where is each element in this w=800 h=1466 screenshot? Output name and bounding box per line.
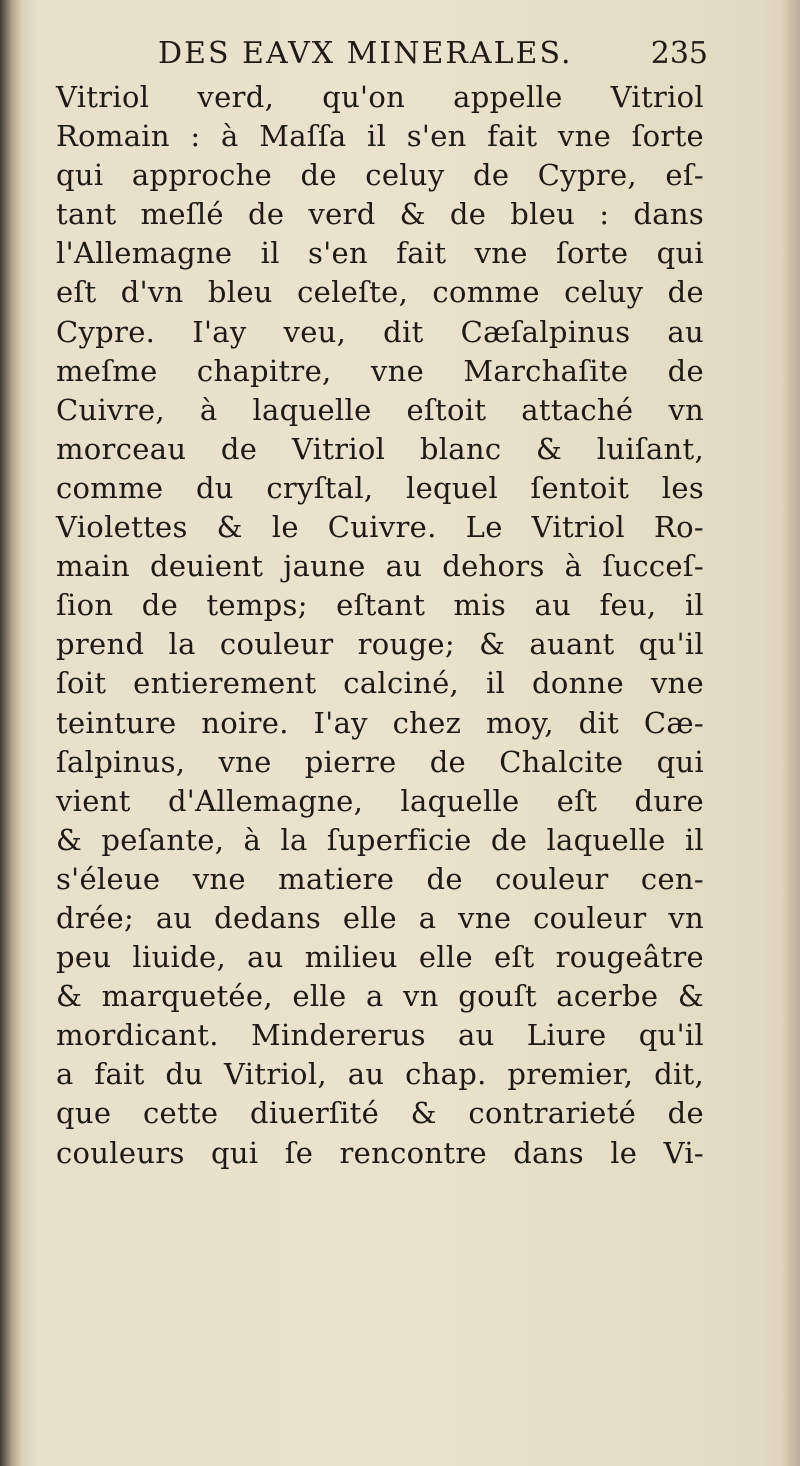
text-line: peu liuide, au milieu elle eſt rougeâtre (56, 940, 704, 975)
text-line: s'éleue vne matiere de couleur cen- (56, 861, 704, 896)
text-line: l'Allemagne il s'en fait vne ſorte qui (56, 236, 704, 271)
text-line: Romain : à Maſſa il s'en fait vne ſorte (56, 119, 704, 154)
text-line: teinture noire. I'ay chez moy, dit Cæ- (56, 705, 704, 740)
text-line: a fait du Vitriol, au chap. premier, dit, (56, 1057, 704, 1092)
text-line: & peſante, à la ſuperficie de laquelle il (56, 822, 704, 857)
text-line: ſalpinus, vne pierre de Chalcite qui (56, 744, 704, 779)
text-line: comme du cryſtal, lequel ſentoit les (56, 470, 704, 505)
text-line: ſion de temps; eſtant mis au feu, il (56, 588, 704, 623)
text-line: drée; au dedans elle a vne couleur vn (56, 900, 704, 935)
text-line: mordicant. Mindererus au Liure qu'il (56, 1018, 704, 1053)
body-text (56, 78, 704, 1368)
running-title: DES EAVX MINERALES. (158, 36, 573, 71)
text-line: Cypre. I'ay veu, dit Cæſalpinus au (56, 314, 704, 349)
text-line: que cette diuerſité & contrarieté de (56, 1096, 704, 1131)
text-line: tant meſlé de verd & de bleu : dans (56, 197, 704, 232)
text-line: qui approche de celuy de Cypre, eſ- (56, 158, 704, 193)
text-line: couleurs qui ſe rencontre dans le Vi- (56, 1135, 704, 1170)
text-line: meſme chapitre, vne Marchaſite de (56, 353, 704, 388)
text-line: Vitriol verd, qu'on appelle Vitriol (56, 80, 704, 114)
text-line: & marquetée, elle a vn gouſt acerbe & (56, 979, 704, 1014)
text-line: main deuient jaune au dehors à ſucceſ- (56, 549, 704, 584)
text-line: eſt d'vn bleu celeſte, comme celuy de (56, 275, 704, 310)
text-line: Violettes & le Cuivre. Le Vitriol Ro- (56, 510, 704, 545)
running-head (158, 30, 708, 78)
text-line: ſoit entierement calciné, il donne vne (56, 666, 704, 701)
page-number: 235 (650, 36, 708, 71)
text-line: morceau de Vitriol blanc & luiſant, (56, 431, 704, 466)
text-line: vient d'Allemagne, laquelle eſt dure (56, 783, 704, 818)
text-line: Cuivre, à laquelle eſtoit attaché vn (56, 392, 704, 427)
text-line: prend la couleur rouge; & auant qu'il (56, 627, 704, 662)
